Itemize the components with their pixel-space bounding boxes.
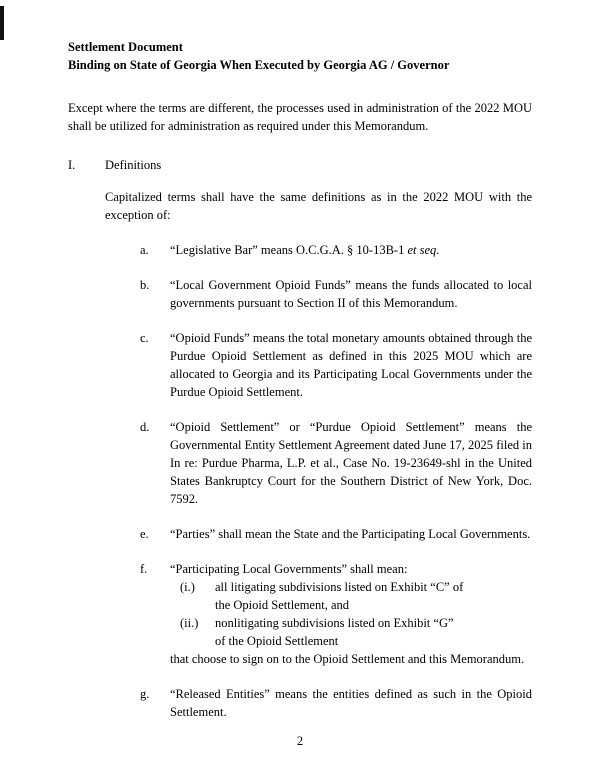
definition-f-outro: that choose to sign on to the Opioid Settlement and this Memorandum.: [170, 652, 525, 666]
definition-item-d: [140, 418, 532, 508]
definition-text-italic: et seq: [407, 243, 437, 257]
definition-text: “Local Government Opioid Funds” means the funds allocated to local governments pursuant to Section II of this Memorandum.: [170, 278, 532, 310]
definitions-list: [140, 241, 532, 721]
definition-item-c: [140, 329, 532, 401]
document-header: [68, 38, 532, 74]
definition-label: a.: [140, 243, 149, 257]
definition-item-a: [140, 241, 532, 259]
header-subtitle: Binding on State of Georgia When Executed by Georgia AG / Governor: [68, 58, 450, 72]
section-intro-paragraph: Capitalized terms shall have the same definitions as in the 2022 MOU with the exception of:: [105, 190, 532, 222]
definition-text-post: .: [436, 243, 440, 257]
definition-text-pre: “Legislative Bar” means O.C.G.A. § 10-13B-1: [170, 243, 408, 257]
definition-item-g: [140, 685, 532, 721]
definition-label: b.: [140, 278, 150, 292]
definition-label: c.: [140, 331, 149, 345]
definition-text: [170, 560, 532, 668]
definition-label: d.: [140, 420, 150, 434]
subitem-text: all litigating subdivisions listed on Exhibit “C” of the Opioid Settlement, and: [215, 580, 464, 612]
subitem-text: nonlitigating subdivisions listed on Exhibit “G” of the Opioid Settlement: [215, 616, 454, 648]
definition-text: “Released Entities” means the entities defined as such in the Opioid Settlement.: [170, 687, 532, 719]
header-title: Settlement Document: [68, 40, 183, 54]
definition-subitem-ii: [180, 614, 532, 650]
definition-text: “Parties” shall mean the State and the Participating Local Governments.: [170, 527, 531, 541]
section-number: I.: [68, 158, 76, 172]
section-heading: [68, 156, 532, 174]
definition-label: f.: [140, 562, 148, 576]
definition-text: [170, 241, 532, 259]
definition-f-intro: “Participating Local Governments” shall mean:: [170, 562, 408, 576]
definition-item-b: [140, 276, 532, 312]
definition-label: g.: [140, 687, 150, 701]
definition-text: “Opioid Funds” means the total monetary amounts obtained through the Purdue Opioid Settlement as defined in this 2025 MOU which are allocated to Georgia and its Participating Local Governments under the Purdue Opioid Settlement.: [170, 331, 532, 399]
definition-text: “Opioid Settlement” or “Purdue Opioid Settlement” means the Governmental Entity Settlement Agreement dated June 17, 2025 filed in In re: Purdue Pharma, L.P. et al., Case No. 19-23649-shl in the United States Bankruptcy Court for the Southern District of New York, Doc. 7592.: [170, 420, 532, 506]
page-number: 2: [296, 734, 304, 748]
definition-item-e: [140, 525, 532, 543]
subitem-label: (ii.): [180, 616, 199, 630]
section-title: Definitions: [105, 158, 162, 172]
intro-paragraph: Except where the terms are different, the processes used in administration of the 2022 MOU shall be utilized for administration as required under this Memorandum.: [68, 101, 532, 133]
definition-item-f: [140, 560, 532, 668]
definition-label: e.: [140, 527, 149, 541]
scan-artifact: [0, 6, 4, 40]
subitem-label: (i.): [180, 580, 195, 594]
definition-subitem-i: [180, 578, 532, 614]
